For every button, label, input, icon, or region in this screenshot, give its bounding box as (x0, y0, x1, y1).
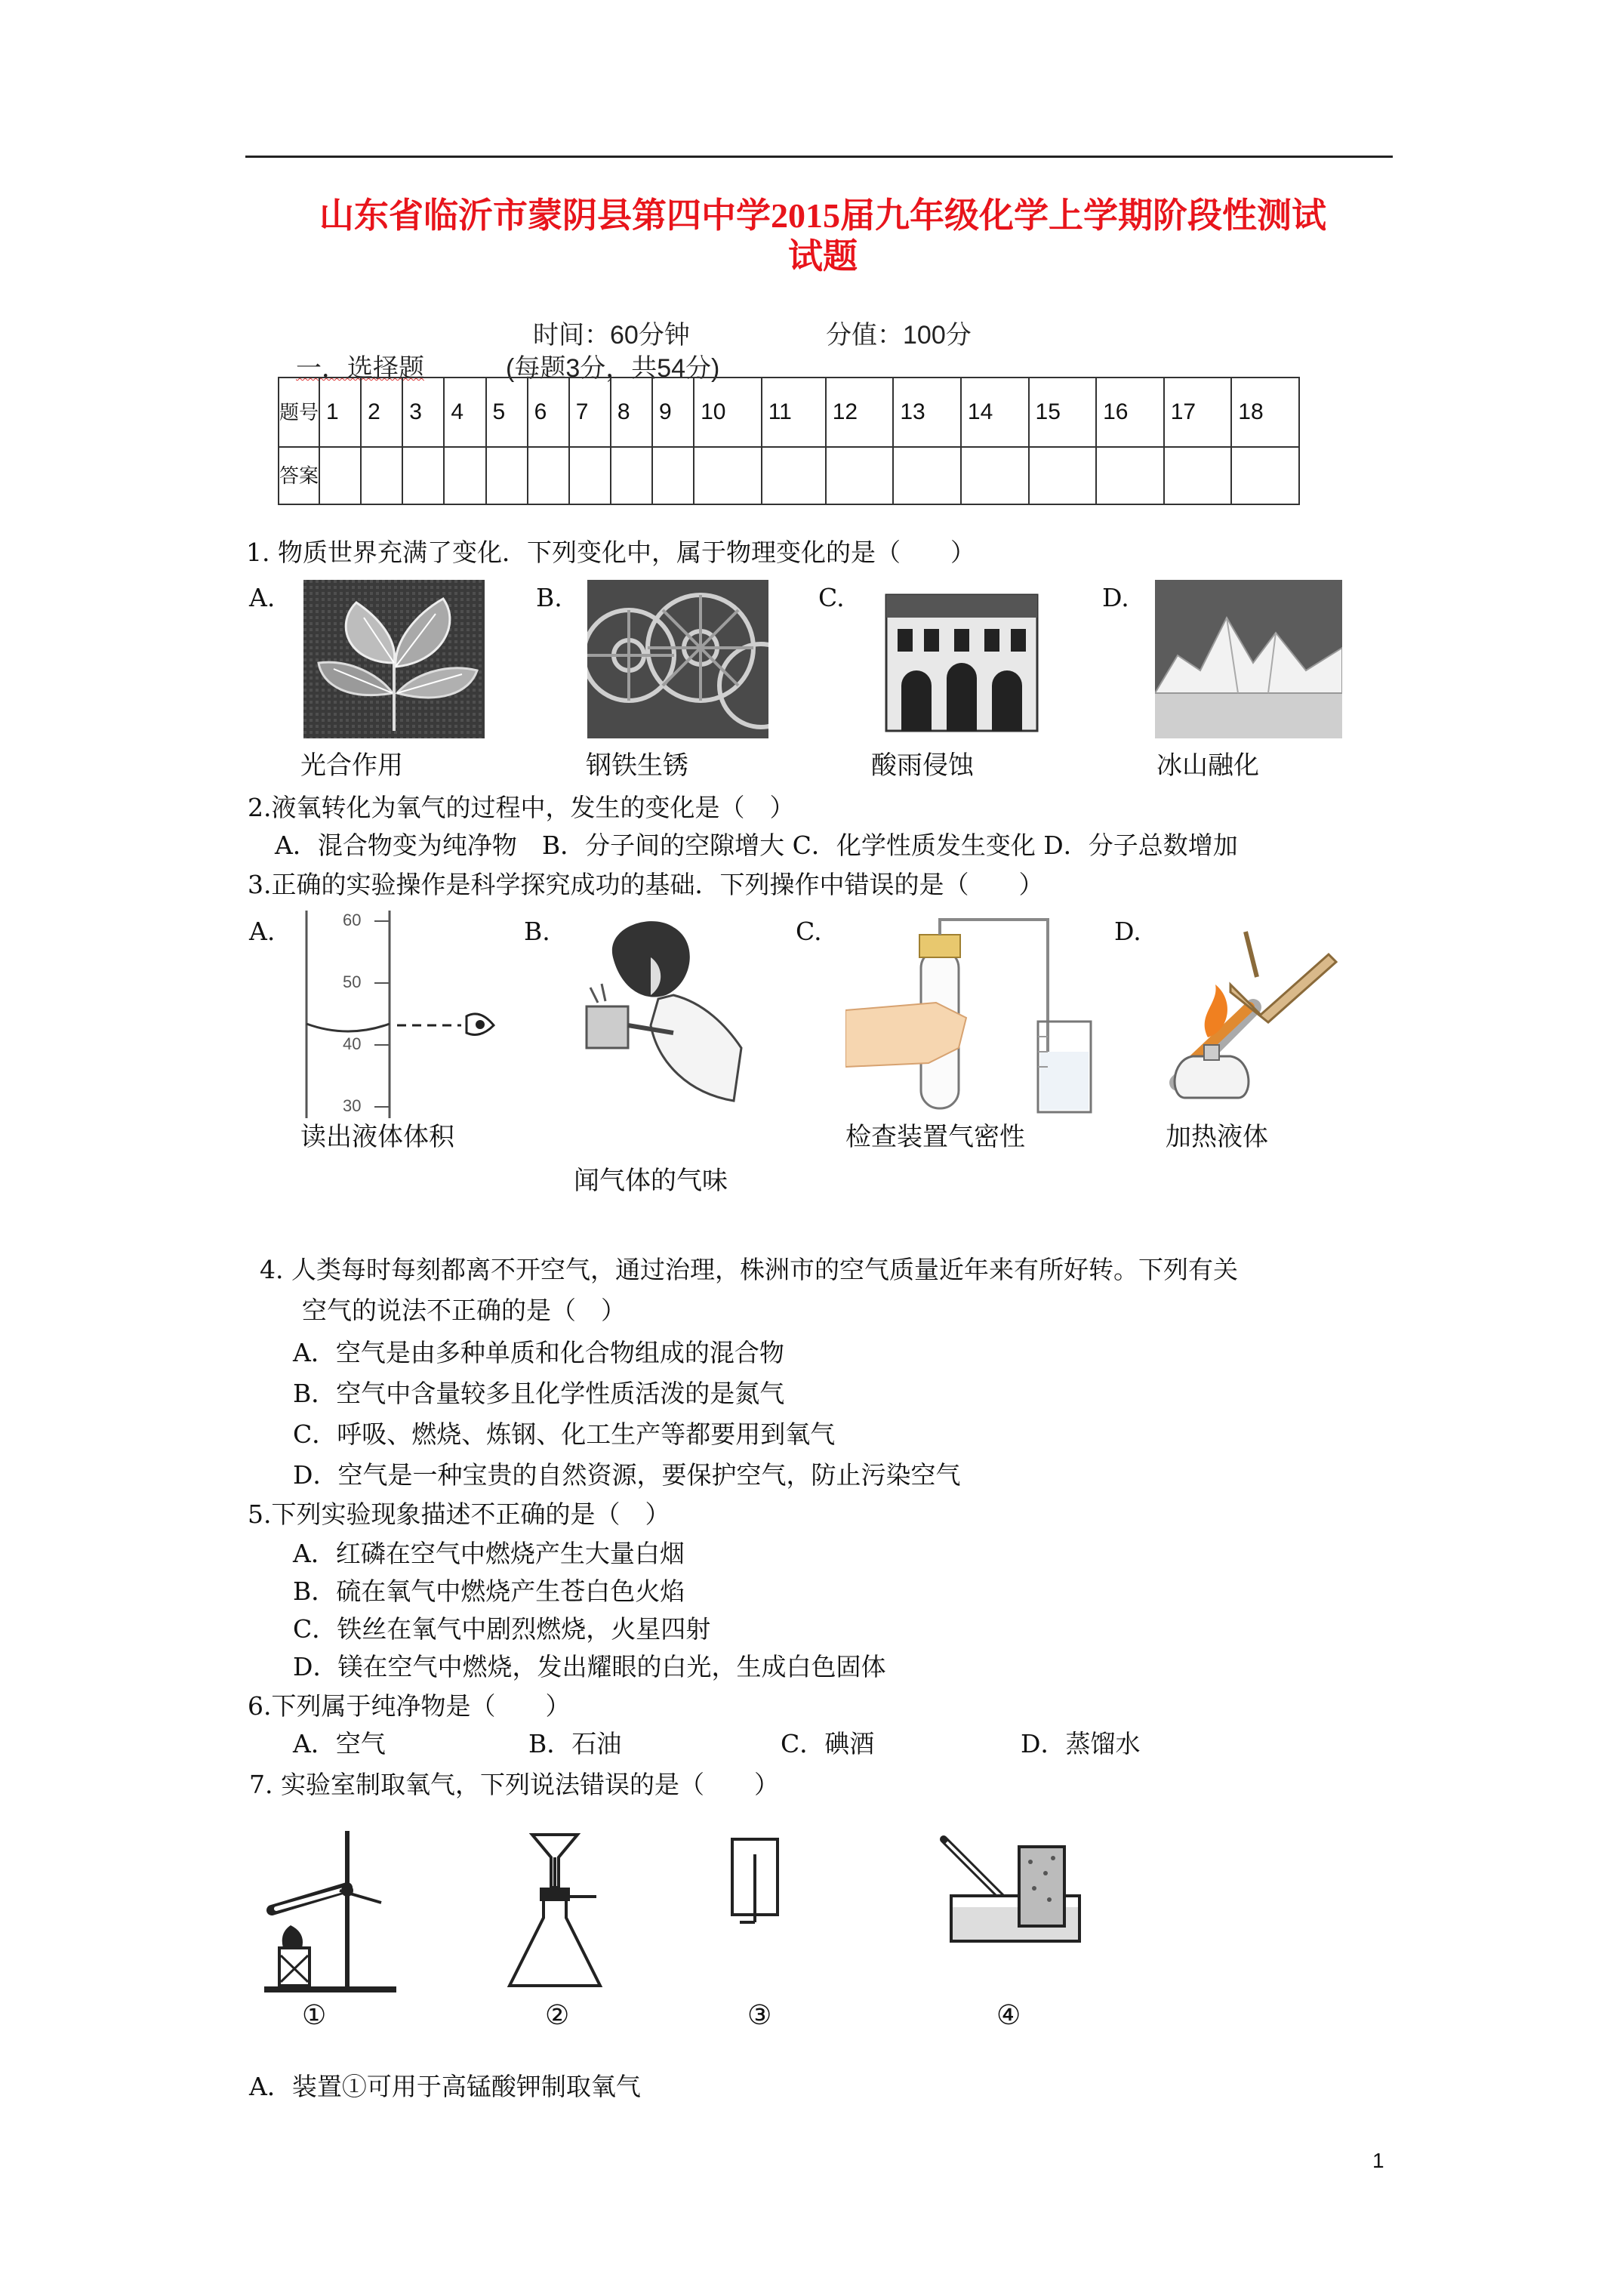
answer-cell[interactable] (893, 447, 961, 504)
q5-option-c: C．铁丝在氧气中剧烈燃烧，火星四射 (293, 1614, 711, 1644)
table-cell-number: 18 (1231, 378, 1299, 447)
q1-caption-b: 钢铁生锈 (586, 750, 688, 781)
cylinder-tick-30: 30 (343, 1096, 362, 1115)
q1-caption-d: 冰山融化 (1156, 750, 1259, 781)
table-cell-number: 15 (1029, 378, 1097, 447)
q7-stem: 7. 实验室制取氧气，下列说法错误的是（ ） (249, 1770, 779, 1799)
table-cell-number: 8 (611, 378, 652, 447)
table-cell-number: 16 (1096, 378, 1164, 447)
q1-caption-c: 酸雨侵蚀 (871, 750, 974, 781)
exam-score: 分值：100分 (826, 321, 972, 350)
table-cell-number: 2 (361, 378, 402, 447)
table-cell-number: 12 (826, 378, 894, 447)
q3-caption-d: 加热液体 (1166, 1122, 1268, 1152)
q1-letter-c: C. (818, 583, 845, 612)
q1-stem: 1. 物质世界充满了变化．下列变化中，属于物理变化的是（ ） (246, 538, 975, 567)
table-cell-number: 11 (762, 378, 826, 447)
rusting-steel-image (587, 580, 768, 738)
row-label-answer: 答案 (279, 447, 319, 504)
answer-cell[interactable] (762, 447, 826, 504)
apparatus-2-flask-funnel-image (498, 1827, 619, 1993)
answer-cell[interactable] (569, 447, 611, 504)
cylinder-tick-50: 50 (343, 972, 362, 991)
q3-letter-c: C. (796, 917, 822, 946)
q3-letter-b: B. (524, 917, 550, 946)
q5-option-a: A．红磷在空气中燃烧产生大量白烟 (293, 1539, 685, 1568)
answer-cell[interactable] (444, 447, 485, 504)
q6-option-b: B．石油 (528, 1729, 622, 1758)
smelling-gas-person-image (560, 912, 749, 1108)
q5-stem: 5.下列实验现象描述不正确的是（ ） (248, 1499, 670, 1529)
table-cell-number: 5 (486, 378, 528, 447)
table-cell-number: 14 (961, 378, 1029, 447)
page-number: 1 (1372, 2149, 1384, 2172)
answer-cell[interactable] (1164, 447, 1232, 504)
q3-letter-a: A. (249, 917, 276, 946)
q5-option-b: B．硫在氧气中燃烧产生苍白色火焰 (293, 1576, 685, 1606)
q3-caption-b: 闻气体的气味 (574, 1166, 728, 1196)
cylinder-tick-60: 60 (343, 911, 362, 929)
apparatus-3-collector-image (717, 1832, 793, 1937)
q4-option-c: C．呼吸、燃烧、炼钢、化工生产等都要用到氧气 (293, 1419, 836, 1449)
table-cell-number: 3 (402, 378, 444, 447)
answer-cell[interactable] (961, 447, 1029, 504)
apparatus-label-2: ② (545, 2000, 570, 2031)
table-cell-number: 13 (893, 378, 961, 447)
q4-stem-line1: 4. 人类每时每刻都离不开空气，通过治理，株洲市的空气质量近年来有所好转。下列有关 (260, 1255, 1238, 1284)
table-cell-number: 9 (652, 378, 694, 447)
answer-table-number-row (279, 378, 1299, 447)
q2-options: A．混合物变为纯净物 B．分子间的空隙增大 C．化学性质发生变化 D．分子总数增加 (275, 831, 1238, 860)
q1-caption-a: 光合作用 (300, 750, 403, 781)
apparatus-label-3: ③ (747, 2000, 772, 2031)
table-cell-number: 10 (694, 378, 762, 447)
q5-option-d: D．镁在空气中燃烧，发出耀眼的白光，生成白色固体 (293, 1652, 886, 1681)
q6-option-c: C．碘酒 (781, 1729, 875, 1758)
answer-cell[interactable] (1029, 447, 1097, 504)
section-note: (每题3分，共54分) (506, 354, 720, 383)
answer-table (278, 377, 1300, 505)
apparatus-label-4: ④ (996, 2000, 1021, 2031)
q3-letter-d: D. (1114, 917, 1141, 946)
q1-letter-a: A. (249, 583, 276, 612)
q3-caption-a: 读出液体体积 (300, 1122, 454, 1152)
answer-cell[interactable] (652, 447, 694, 504)
q1-letter-b: B. (536, 583, 562, 612)
q7-option-a: A．装置①可用于高锰酸钾制取氧气 (249, 2072, 641, 2101)
q3-stem: 3.正确的实验操作是科学探究成功的基础．下列操作中错误的是（ ） (248, 870, 1044, 899)
heating-liquid-image (1163, 917, 1359, 1113)
answer-cell[interactable] (486, 447, 528, 504)
q4-option-b: B．空气中含量较多且化学性质活泼的是氮气 (293, 1379, 785, 1408)
q4-stem-line2: 空气的说法不正确的是（ ） (302, 1296, 626, 1325)
q4-option-d: D．空气是一种宝贵的自然资源，要保护空气，防止污染空气 (293, 1460, 961, 1490)
answer-cell[interactable] (826, 447, 894, 504)
answer-cell[interactable] (361, 447, 402, 504)
apparatus-label-1: ① (302, 2000, 327, 2031)
table-cell-number: 6 (528, 378, 569, 447)
answer-cell[interactable] (611, 447, 652, 504)
section-heading: 一．选择题 (296, 354, 424, 383)
header-rule (245, 156, 1393, 158)
acid-rain-building-image (871, 580, 1052, 738)
graduated-cylinder-reading-image (299, 911, 518, 1122)
q2-stem: 2.液氧转化为氧气的过程中，发生的变化是（ ） (248, 793, 795, 822)
answer-cell[interactable] (1231, 447, 1299, 504)
q4-option-a: A．空气是由多种单质和化合物组成的混合物 (293, 1338, 784, 1367)
table-cell-number: 1 (319, 378, 361, 447)
cylinder-tick-40: 40 (343, 1034, 362, 1053)
table-cell-number: 4 (444, 378, 485, 447)
apparatus-4-water-collection-image (936, 1832, 1087, 1945)
answer-cell[interactable] (319, 447, 361, 504)
airtightness-check-image (845, 912, 1102, 1116)
table-cell-number: 7 (569, 378, 611, 447)
q3-caption-c: 检查装置气密性 (845, 1122, 1025, 1152)
page-title: 山东省临沂市蒙阴县第四中学2015届九年级化学上学期阶段性测试 (319, 196, 1326, 235)
apparatus-1-heating-tube-image (249, 1827, 408, 1993)
page-title-line2: 试题 (788, 237, 858, 276)
answer-cell[interactable] (402, 447, 444, 504)
table-cell-number: 17 (1164, 378, 1232, 447)
q6-option-d: D．蒸馏水 (1021, 1729, 1141, 1758)
answer-cell[interactable] (694, 447, 762, 504)
q6-option-a: A．空气 (293, 1729, 386, 1758)
answer-cell[interactable] (1096, 447, 1164, 504)
q6-stem: 6.下列属于纯净物是（ ） (248, 1691, 571, 1721)
photosynthesis-leaf-image (303, 580, 485, 738)
melting-iceberg-image (1155, 580, 1342, 738)
q1-letter-d: D. (1102, 583, 1129, 612)
exam-time: 时间：60分钟 (533, 321, 690, 350)
answer-cell[interactable] (528, 447, 569, 504)
answer-table-answer-row (279, 447, 1299, 504)
row-label-number: 题号 (279, 378, 319, 447)
